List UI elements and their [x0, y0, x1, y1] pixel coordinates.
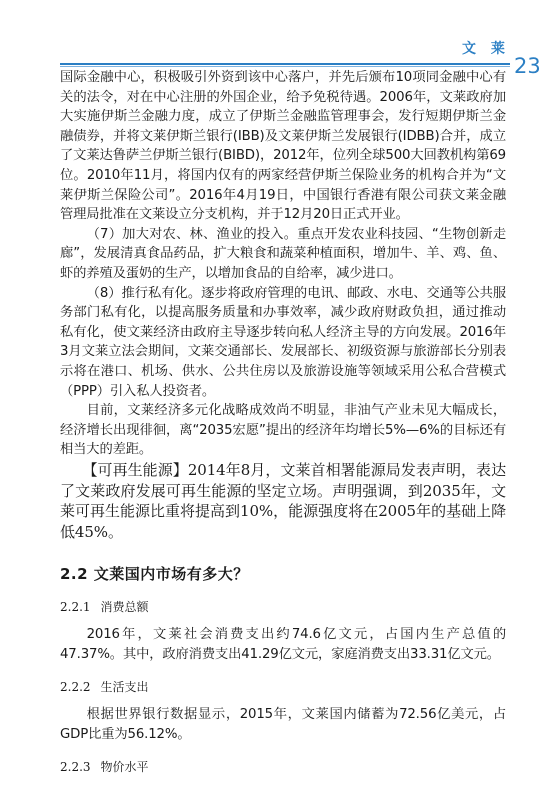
- page-number: 23: [514, 54, 541, 78]
- paragraph-savings: 根据世界银行数据显示，2015年，文莱国内储蓄为72.56亿美元，占GDP比重为56.12%。: [60, 707, 506, 742]
- section-heading-market-size: 2.2 文莱国内市场有多大？: [60, 565, 249, 584]
- subsection-number: 2.2.3: [60, 760, 91, 775]
- paragraph-privatization: （8）推行私有化。逐步将政府管理的电讯、邮政、水电、交通等公共服务部门私有化，以提高服务质量和办事效率，减少政府财政负担，通过推动私有化，使文莱经济由政府主导逐步转向私人经济主导的方向发展。2016年3月文莱立法会期间，文莱交通部长、发展部长、初级资源与旅游部长分别表示将在港口、机场、供水、公共住房以及旅游设施等领域采用公私合营模式（PPP）引入私人投资者。: [60, 285, 506, 399]
- page-body: [60, 68, 506, 785]
- section-label: 文 莱: [462, 41, 510, 57]
- paragraph-finance-center: 国际金融中心，积极吸引外资到该中心落户，并先后颁布10项同金融中心有关的法令，对在中心注册的外国企业，给予免税待遇。2006年，文莱政府加大实施伊斯兰金融力度，成立了伊斯兰金融监管理事会，发行短期伊斯兰金融债券，并将文莱伊斯兰银行(IBB)及文莱伊斯兰发展银行(IDBB)合并，成立了文莱达鲁萨兰伊斯兰银行(BIBD)，2012年，位列全球500大回教机构第69位。2010年11月，将国内仅有的两家经营伊斯兰保险业务的机构合并为“文莱伊斯兰保险公司”。2016年4月19日，中国银行香港有限公司获文莱金融管理局批准在文莱设立分支机构，并于12月20日正式开业。: [60, 70, 506, 223]
- subsection-number: 2.2.2: [60, 680, 91, 695]
- subsection-heading-living-expense: [60, 678, 506, 695]
- paragraph-diversification: 目前，文莱经济多元化战略成效尚不明显，非油气产业未见大幅成长，经济增长出现徘徊，离“2035宏愿”提出的经济年均增长5%—6%的目标还有相当大的差距。: [60, 403, 506, 458]
- header-divider: [60, 63, 510, 65]
- subsection-title: 生活支出: [100, 680, 149, 695]
- paragraph-agriculture: （7）加大对农、林、渔业的投入。重点开发农业科技园、“生物创新走廊”，发展清真食品药品，扩大粮食和蔬菜种植面积，增加牛、羊、鸡、鱼、虾的养殖及蛋奶的生产，以增加食品的自给率，减少进口。: [60, 226, 506, 281]
- subsection-heading-consumption: [60, 598, 506, 615]
- paragraph-renewable-energy: 【可再生能源】2014年8月，文莱首相署能源局发表声明，表达了文莱政府发展可再生能源的坚定立场。声明强调，到2035年，文莱可再生能源比重将提高到10%，能源强度将在2005年的基础上降低45%。: [60, 460, 506, 542]
- subsection-heading-price-level: [60, 758, 506, 775]
- header-divider-thin: [60, 66, 510, 67]
- paragraph-consumption: 2016年，文莱社会消费支出约74.6亿文元，占国内生产总值的47.37%。其中，政府消费支出41.29亿文元，家庭消费支出33.31亿文元。: [60, 627, 506, 662]
- subsection-title: 物价水平: [100, 760, 149, 775]
- subsection-number: 2.2.1: [60, 600, 91, 615]
- subsection-title: 消费总额: [100, 600, 149, 615]
